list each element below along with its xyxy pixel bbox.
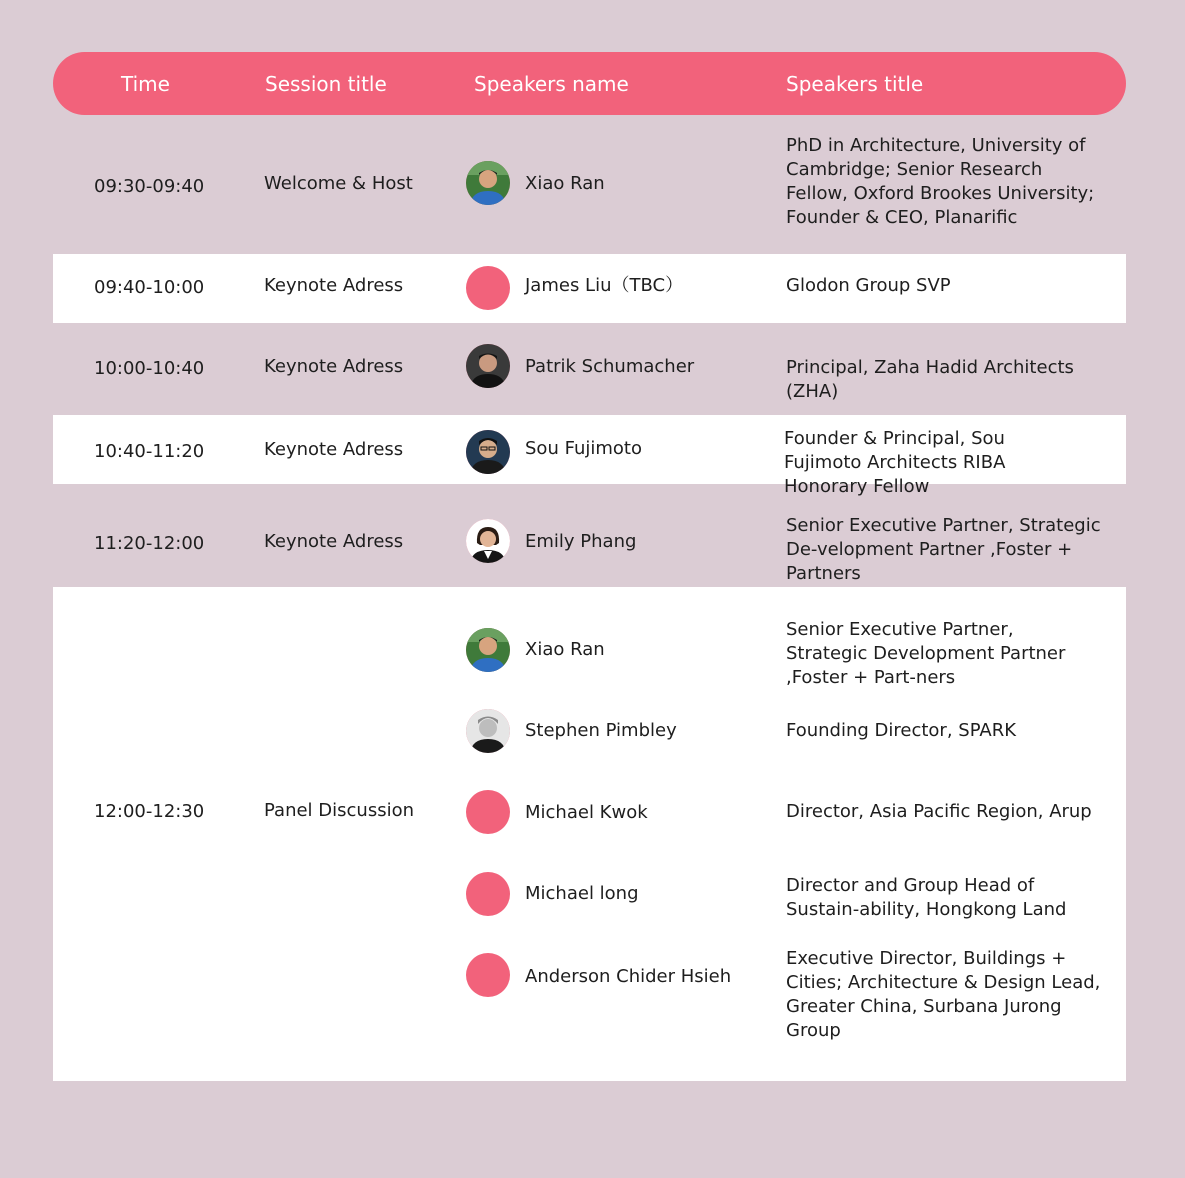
schedule-row	[53, 415, 1126, 497]
session-time: 10:00-10:40	[94, 358, 205, 379]
session-title: Keynote Adress	[264, 356, 404, 377]
schedule-row	[53, 323, 1126, 415]
session-time: 10:40-11:20	[94, 441, 205, 462]
avatar-placeholder	[466, 790, 510, 834]
speaker-title: Executive Director, Buildings + Cities; Architecture & Design Lead, Greater China, Surbana Jurong Group	[786, 948, 1101, 1041]
schedule-row-panel	[53, 587, 1126, 1081]
speaker-title: Senior Executive Partner, Strategic De-velopment Partner ,Foster + Partners	[786, 515, 1101, 584]
speaker-name: Stephen Pimbley	[525, 720, 677, 741]
speaker-title: PhD in Architecture, University of Cambridge; Senior Research Fellow, Oxford Brookes University; Founder & CEO, Planarific	[786, 135, 1095, 228]
speaker-name: Anderson Chider Hsieh	[525, 966, 732, 987]
session-time: 12:00-12:30	[94, 801, 205, 822]
session-title: Keynote Adress	[264, 275, 404, 296]
session-title: Welcome & Host	[264, 173, 413, 194]
avatar-emily-phang	[466, 519, 510, 563]
session-title: Keynote Adress	[264, 531, 404, 552]
avatar-stephen-pimbley	[466, 709, 510, 753]
avatar-xiao-ran	[466, 161, 510, 205]
session-title: Keynote Adress	[264, 439, 404, 460]
session-time: 09:30-09:40	[94, 176, 205, 197]
speaker-title: Founder & Principal, Sou Fujimoto Architects RIBA Honorary Fellow	[784, 428, 1006, 497]
schedule-row	[53, 484, 1126, 587]
avatar-placeholder	[466, 953, 510, 997]
schedule-header	[53, 52, 1126, 115]
speaker-name: Michael long	[525, 883, 639, 904]
schedule-row	[53, 254, 1126, 323]
header-session-title: Session title	[265, 72, 387, 96]
speaker-name: Xiao Ran	[525, 639, 605, 660]
avatar-sou-fujimoto	[466, 430, 510, 474]
avatar-xiao-ran	[466, 628, 510, 672]
speaker-name: Patrik Schumacher	[525, 356, 695, 377]
speaker-name: Emily Phang	[525, 531, 637, 552]
avatar-placeholder	[466, 872, 510, 916]
speaker-name: Michael Kwok	[525, 802, 648, 823]
header-time: Time	[121, 72, 170, 96]
speaker-title: Senior Executive Partner, Strategic Development Partner ,Foster + Part-ners	[786, 619, 1066, 688]
speaker-title: Director and Group Head of Sustain-ability, Hongkong Land	[786, 875, 1067, 920]
speaker-title: Director, Asia Pacific Region, Arup	[786, 801, 1092, 822]
speaker-title: Principal, Zaha Hadid Architects (ZHA)	[786, 357, 1074, 402]
speaker-name: Sou Fujimoto	[525, 438, 642, 459]
schedule-row	[53, 123, 1126, 253]
session-time: 09:40-10:00	[94, 277, 205, 298]
avatar-placeholder	[466, 266, 510, 310]
speaker-title: Founding Director, SPARK	[786, 720, 1017, 741]
session-time: 11:20-12:00	[94, 533, 205, 554]
speaker-name: James Liu（TBC）	[525, 275, 684, 296]
avatar-patrik-schumacher	[466, 344, 510, 388]
header-speakers-name: Speakers name	[474, 72, 629, 96]
session-title: Panel Discussion	[264, 800, 415, 821]
speaker-name: Xiao Ran	[525, 173, 605, 194]
header-speakers-title: Speakers title	[786, 72, 924, 96]
speaker-title: Glodon Group SVP	[786, 275, 951, 296]
